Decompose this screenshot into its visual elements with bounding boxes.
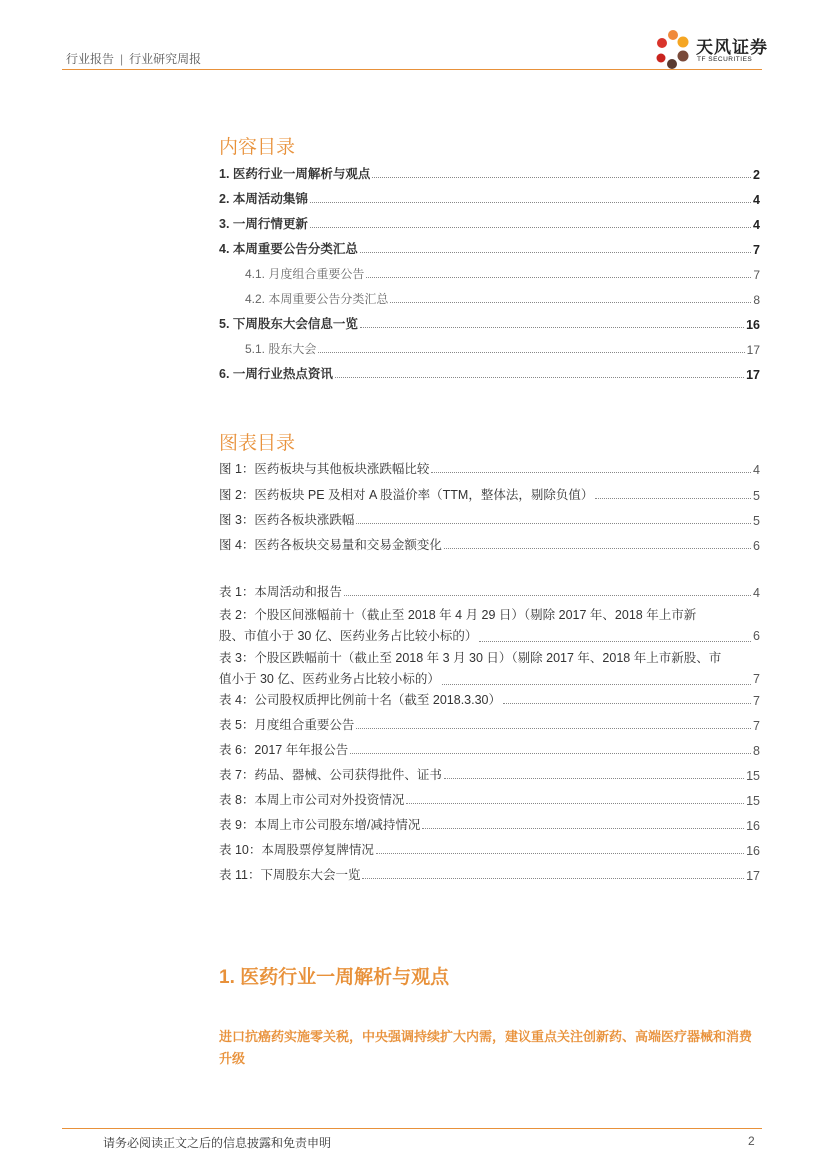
toc-item-label: 5.1. 股东大会: [245, 342, 317, 356]
toc-item[interactable]: [219, 362, 760, 382]
toc-item-label: 4.2. 本周重要公告分类汇总: [245, 292, 389, 306]
section-heading: 1. 医药行业一周解析与观点: [219, 967, 450, 988]
table-entry[interactable]: [219, 738, 760, 758]
table-entry-label: 表 10：本周股票停复牌情况: [219, 843, 374, 857]
toc-item[interactable]: [219, 312, 760, 332]
toc-item-label: 1. 医药行业一周解析与观点: [219, 167, 371, 181]
figure-entry-page: 6: [753, 539, 760, 553]
dot-leader: [360, 252, 751, 253]
dot-leader: [335, 377, 744, 378]
table-entry-page: 4: [753, 586, 760, 600]
report-header: [66, 50, 201, 67]
table-entry-label: 表 8：本周上市公司对外投资情况: [219, 793, 405, 807]
table-entry-label: 表 5：月度组合重要公告: [219, 718, 355, 732]
table-entry-page: 15: [746, 769, 760, 783]
table-entry-label-line2: 股、市值小于 30 亿、医药业务占比较小标的）: [219, 629, 478, 643]
toc-item-page: 8: [753, 293, 760, 307]
figure-entry-label: 图 4：医药各板块交易量和交易金额变化: [219, 538, 442, 552]
toc-item-label: 6. 一周行业热点资讯: [219, 367, 333, 381]
table-entry[interactable]: [219, 763, 760, 783]
table-entry-label: 表 4：公司股权质押比例前十名（截至 2018.3.30）: [219, 693, 502, 707]
toc-subitem[interactable]: [245, 337, 760, 357]
toc-item-page: 17: [746, 343, 760, 357]
table-entry-page: 7: [753, 719, 760, 733]
dot-leader: [356, 523, 751, 524]
dot-leader: [372, 177, 751, 178]
toc-item-page: 4: [753, 218, 760, 232]
dot-leader: [344, 595, 751, 596]
footer-divider: [62, 1128, 762, 1129]
table-entry-page: 7: [753, 694, 760, 708]
table-entry[interactable]: [219, 713, 760, 733]
toc-item-label: 4. 本周重要公告分类汇总: [219, 242, 358, 256]
table-entry-label-line1: 表 2：个股区间涨幅前十（截止至 2018 年 4 月 29 日）（剔除 2017 年、2018 年上市新: [219, 608, 697, 622]
dot-leader: [350, 753, 751, 754]
dot-leader: [406, 803, 744, 804]
table-entry-page: 7: [753, 672, 760, 686]
table-entry-page: 17: [746, 869, 760, 883]
toc-item[interactable]: [219, 237, 760, 257]
table-entry[interactable]: [219, 688, 760, 708]
dot-leader: [318, 352, 744, 353]
company-english-name: TF SECURITIES: [697, 56, 753, 63]
toc-item-page: 4: [753, 193, 760, 207]
table-entry-label: 表 9：本周上市公司股东增/减持情况: [219, 818, 421, 832]
table-entry-page: 16: [746, 844, 760, 858]
figures-title: 图表目录: [219, 433, 296, 454]
table-entry[interactable]: [219, 788, 760, 808]
toc-item[interactable]: [219, 187, 760, 207]
section-subheading: 进口抗癌药实施零关税，中央强调持续扩大内需，建议重点关注创新药、高端医疗器械和消费升级: [219, 1029, 753, 1066]
toc-item-page: 7: [753, 243, 760, 257]
toc-item-label: 4.1. 月度组合重要公告: [245, 267, 365, 281]
dot-leader: [442, 684, 751, 685]
footer-disclaimer: 请务必阅读正文之后的信息披露和免责申明: [103, 1136, 332, 1150]
toc-item-label: 3. 一周行情更新: [219, 217, 308, 231]
toc-item-page: 17: [746, 368, 760, 382]
flower-logo-icon: [652, 28, 694, 72]
toc-item-page: 2: [753, 168, 760, 182]
figure-entry-page: 5: [753, 489, 760, 503]
header-separator: |: [120, 52, 124, 66]
table-entry[interactable]: [219, 648, 760, 690]
dot-leader: [479, 641, 751, 642]
toc-title: 内容目录: [219, 137, 296, 158]
dot-leader: [356, 728, 751, 729]
dot-leader: [362, 878, 744, 879]
figure-entry-label: 图 1：医药板块与其他板块涨跌幅比较: [219, 462, 430, 476]
table-entry[interactable]: [219, 580, 760, 600]
table-entry-label-line2: 值小于 30 亿、医药业务占比较小标的）: [219, 672, 440, 686]
dot-leader: [422, 828, 744, 829]
toc-subitem[interactable]: [245, 262, 760, 282]
dot-leader: [366, 277, 751, 278]
table-entry-label-line1: 表 3：个股区跌幅前十（截止至 2018 年 3 月 30 日）（剔除 2017 年、2018 年上市新股、市: [219, 651, 722, 665]
toc-item-page: 7: [753, 268, 760, 282]
toc-item-label: 2. 本周活动集锦: [219, 192, 308, 206]
figure-entry-label: 图 2：医药板块 PE 及相对 A 股溢价率（TTM，整体法，剔除负值）: [219, 488, 594, 502]
table-entry-page: 6: [753, 629, 760, 643]
table-entry[interactable]: [219, 605, 760, 647]
figure-entry[interactable]: [219, 508, 760, 528]
table-entry[interactable]: [219, 838, 760, 858]
toc-item[interactable]: [219, 212, 760, 232]
table-entry-label: 表 1：本周活动和报告: [219, 585, 342, 599]
figure-entry[interactable]: [219, 533, 760, 553]
page-number: 2: [748, 1134, 755, 1148]
toc-item-page: 16: [746, 318, 760, 332]
table-entry-page: 16: [746, 819, 760, 833]
dot-leader: [503, 703, 751, 704]
table-entry-page: 15: [746, 794, 760, 808]
table-entry-label: 表 7：药品、器械、公司获得批件、证书: [219, 768, 442, 782]
dot-leader: [376, 853, 744, 854]
dot-leader: [444, 548, 751, 549]
table-entry-label: 表 6：2017 年年报公告: [219, 743, 349, 757]
report-subcategory: 行业研究周报: [129, 52, 202, 66]
company-name: 天风证券: [696, 38, 768, 57]
figure-entry[interactable]: [219, 483, 760, 503]
toc-subitem[interactable]: [245, 287, 760, 307]
dot-leader: [431, 472, 751, 473]
dot-leader: [595, 498, 751, 499]
dot-leader: [310, 202, 751, 203]
dot-leader: [360, 327, 744, 328]
table-entry-page: 8: [753, 744, 760, 758]
table-entry[interactable]: [219, 813, 760, 833]
toc-item[interactable]: [219, 162, 760, 182]
figure-entry-label: 图 3：医药各板块涨跌幅: [219, 513, 355, 527]
dot-leader: [310, 227, 751, 228]
figure-entry-page: 5: [753, 514, 760, 528]
figure-entry[interactable]: [219, 457, 760, 477]
toc-item-label: 5. 下周股东大会信息一览: [219, 317, 358, 331]
company-logo: [652, 28, 768, 72]
figure-entry-page: 4: [753, 463, 760, 477]
table-entry-label: 表 11：下周股东大会一览: [219, 868, 361, 882]
table-entry[interactable]: [219, 863, 760, 883]
dot-leader: [444, 778, 744, 779]
report-category: 行业报告: [66, 52, 115, 66]
dot-leader: [390, 302, 751, 303]
